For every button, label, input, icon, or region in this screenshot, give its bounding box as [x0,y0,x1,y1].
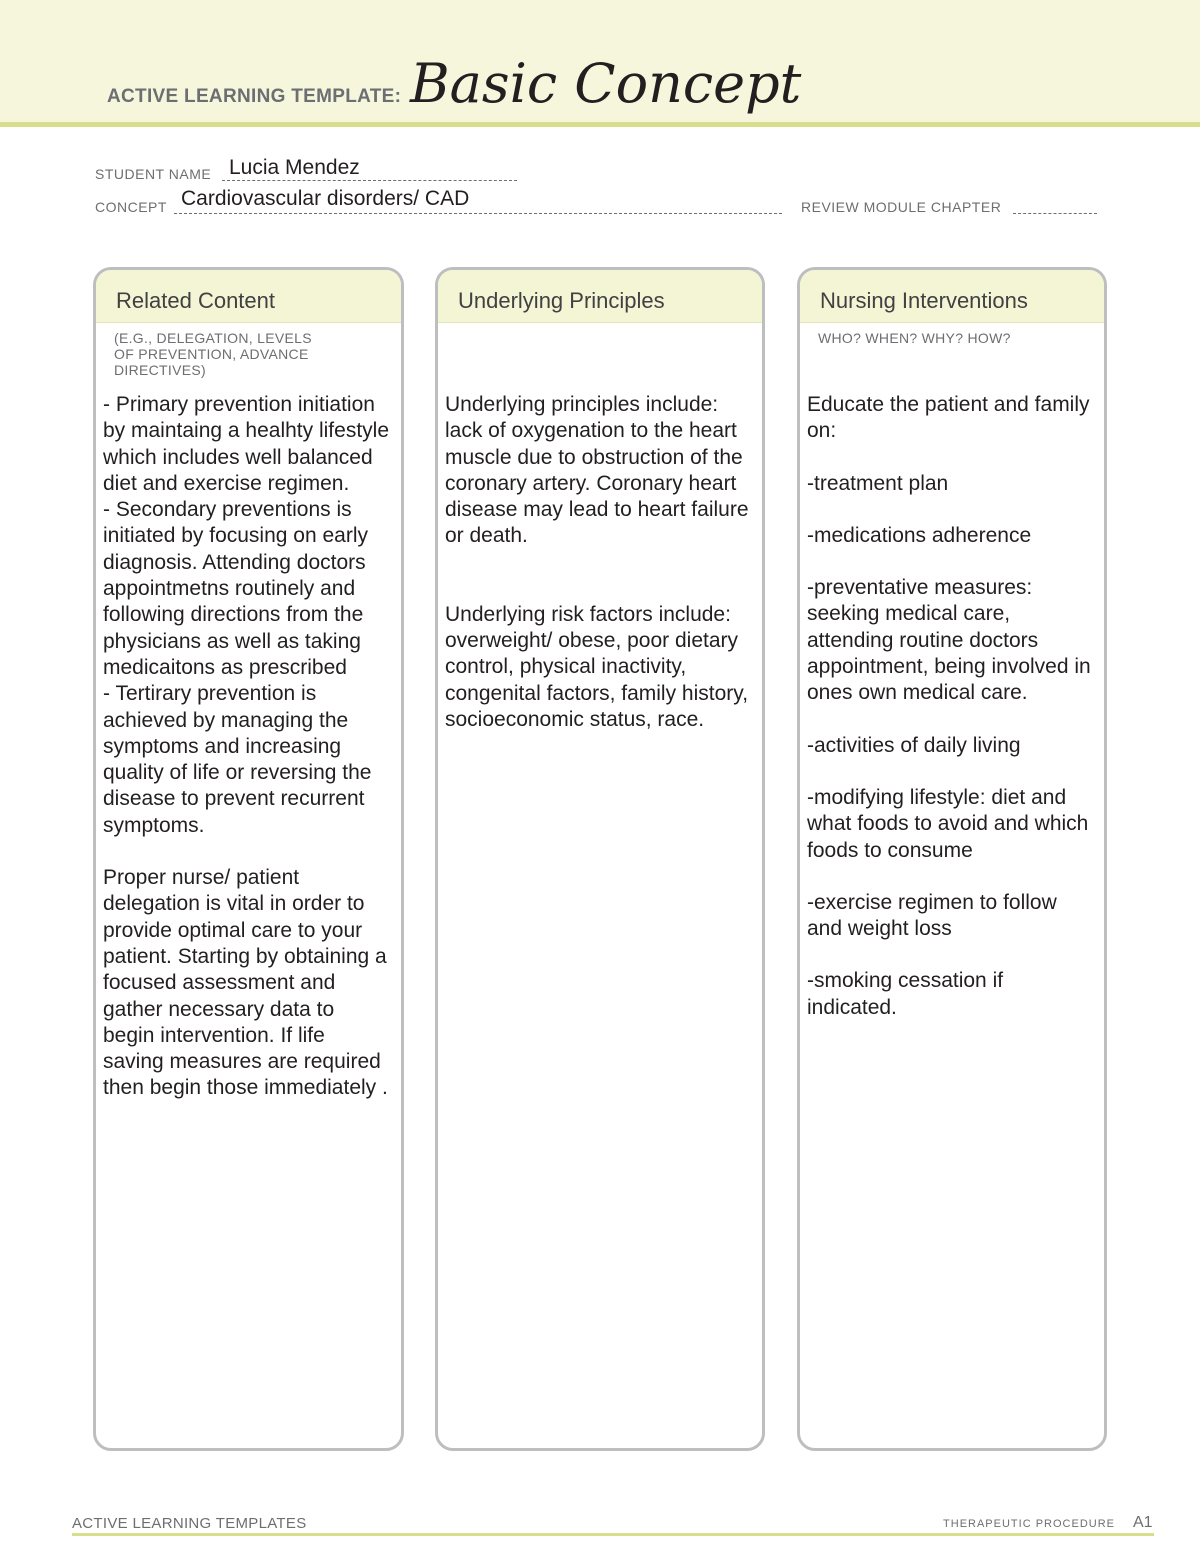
nursing-paragraph: -exercise regimen to follow and weight loss [807,890,1057,941]
nursing-interventions-subtitle: WHO? WHEN? WHY? HOW? [818,330,1011,346]
student-name-field[interactable]: Lucia Mendez [229,156,360,179]
footer-divider [72,1533,1154,1536]
review-module-field[interactable] [1013,213,1097,214]
nursing-paragraph: -medications adherence [807,523,1032,547]
related-content-header [96,270,401,323]
nursing-paragraph: -smoking cessation if indicated. [807,969,1004,1019]
student-name-line [222,180,517,181]
nursing-paragraph: -preventative measures: seeking medical care, attending routine doctors appointment, being involved in ones own medical care. [807,576,1091,705]
related-paragraph: - Secondary preventions is initiated by focusing on early diagnosis. Attending doctors appointmetns routinely and following directions from the physicians as well as taking medicaitons as prescribed [103,498,368,679]
related-paragraph: Proper nurse/ patient delegation is vital in order to provide optimal care to your patient. Starting by obtaining a focused assessment and gather necessary data to begin intervention. If life saving measures are required then begin those immediately . [103,866,388,1100]
related-content-panel [93,267,404,1451]
concept-line [174,213,782,214]
nursing-paragraph: -modifying lifestyle: diet and what foods to avoid and which foods to consume [807,785,1089,862]
footer-left: ACTIVE LEARNING TEMPLATES [72,1515,307,1532]
nursing-paragraph: -treatment plan [807,471,949,495]
underlying-principles-header [438,270,762,323]
header-divider [0,122,1200,127]
underlying-principles-title: Underlying Principles [458,288,665,313]
nursing-interventions-header [800,270,1104,323]
nursing-paragraph: -activities of daily living [807,733,1021,757]
concept-field[interactable]: Cardiovascular disorders/ CAD [181,187,470,210]
template-label: ACTIVE LEARNING TEMPLATE: [107,86,402,107]
underlying-paragraph: Underlying risk factors include: overweight/ obese, poor dietary control, physical inactivity, congenital factors, family history, socioeconomic status, race. [445,602,749,731]
nursing-interventions-title: Nursing Interventions [820,288,1028,313]
concept-label: CONCEPT [95,199,167,215]
footer-code: A1 [1133,1514,1153,1531]
nursing-interventions-body[interactable] [807,392,1094,1021]
related-paragraph: - Primary prevention initiation by maintaing a healhty lifestyle which includes well balanced diet and exercise regimen. [103,393,389,495]
related-content-subtitle: (E.G., DELEGATION, LEVELS OF PREVENTION, ADVANCE DIRECTIVES) [114,330,312,378]
related-content-title: Related Content [116,288,275,313]
nursing-paragraph: Educate the patient and family on: [807,393,1090,443]
underlying-principles-panel [435,267,765,1451]
underlying-principles-body[interactable] [445,392,752,733]
related-content-body[interactable] [103,392,391,1102]
student-name-label: STUDENT NAME [95,166,212,182]
footer-right: THERAPEUTIC PROCEDURE [943,1518,1115,1530]
underlying-paragraph: Underlying principles include: lack of oxygenation to the heart muscle due to obstruction of the coronary artery. Coronary heart disease may lead to heart failure or death. [445,393,749,548]
related-paragraph: - Tertirary prevention is achieved by managing the symptoms and increasing quality of life or reversing the disease to prevent recurrent symptoms. [103,682,372,837]
nursing-interventions-panel [797,267,1107,1451]
page-title: Basic Concept [410,52,802,115]
review-module-label: REVIEW MODULE CHAPTER [801,199,1002,215]
